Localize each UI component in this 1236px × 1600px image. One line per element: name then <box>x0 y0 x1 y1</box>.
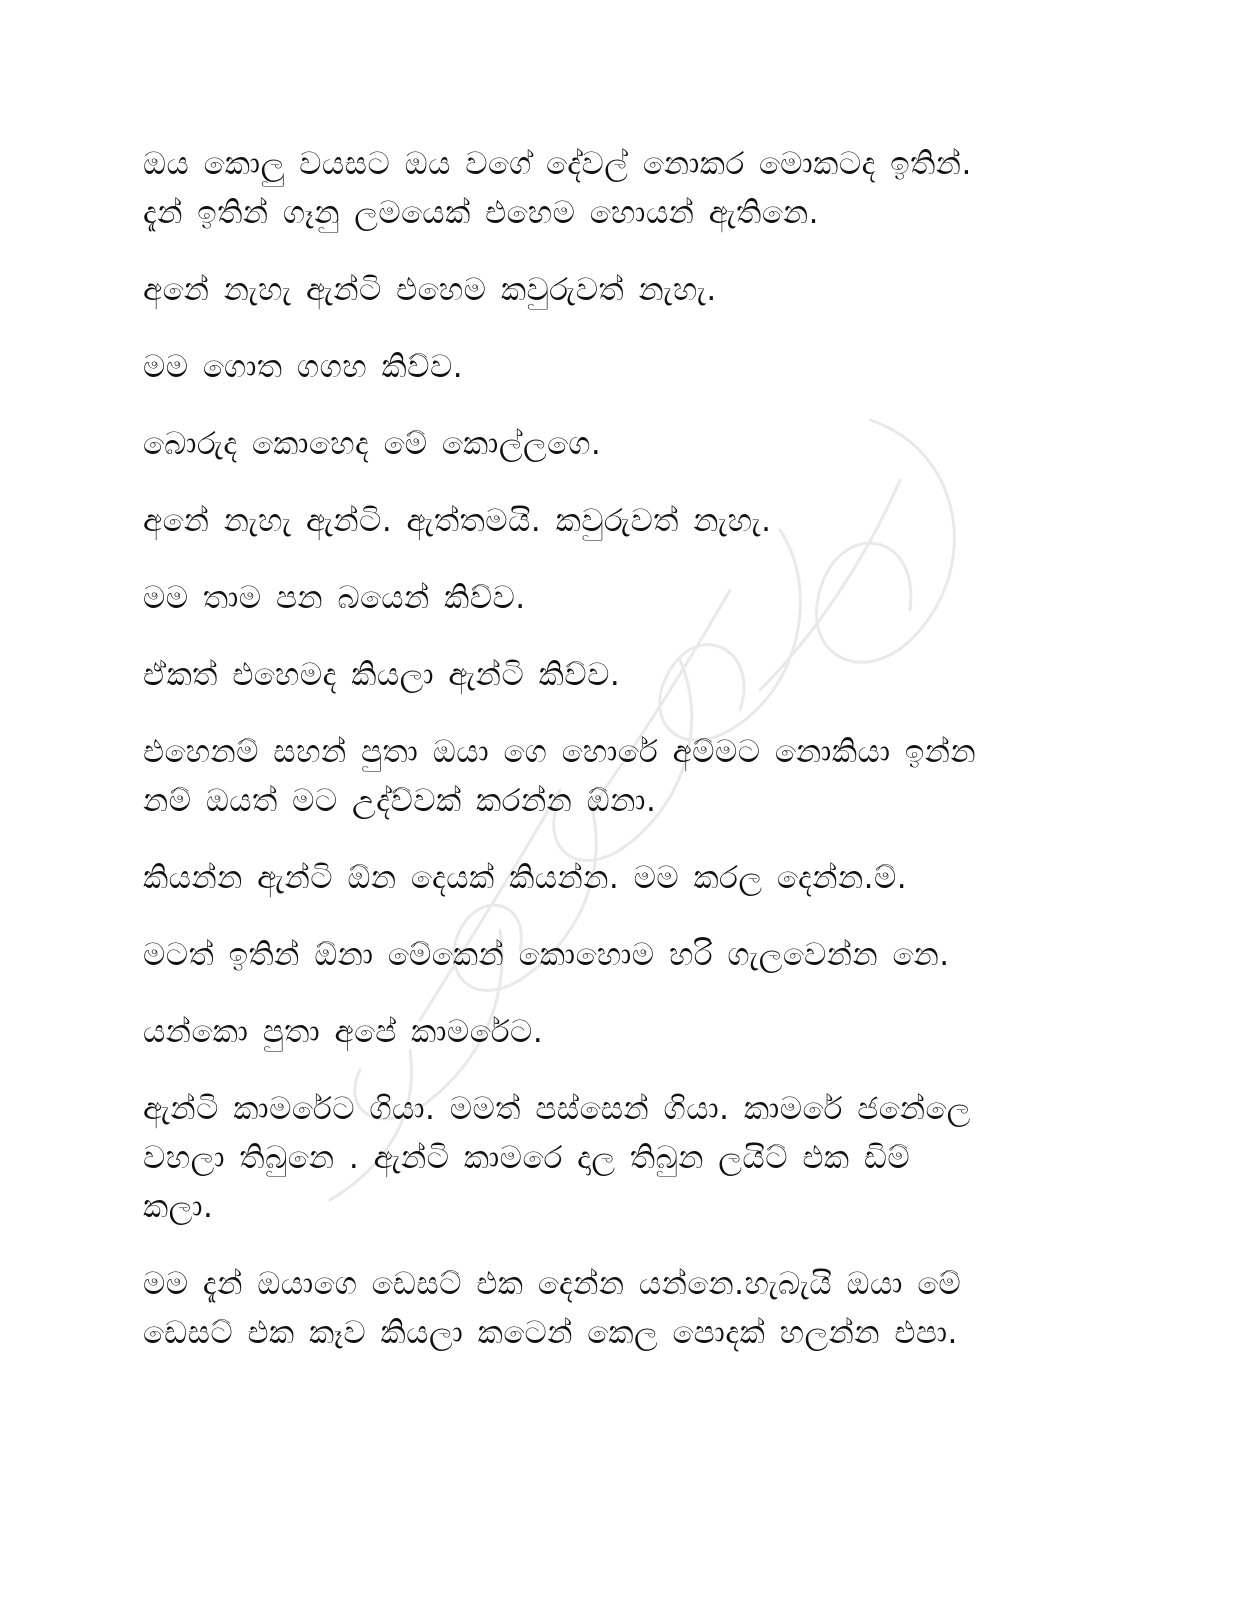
text-line: මම තාම පන බයෙන් කිව්ව. <box>143 580 526 616</box>
paragraph <box>143 1260 1073 1358</box>
text-line: යන්කො පුතා අපේ කාමරේට. <box>143 1014 544 1050</box>
text-line: එහෙනම් සහන් පුතා ඔයා ගෙ හොරේ අම්මට නොකියා ඉන්න <box>143 734 977 770</box>
paragraph <box>143 343 1073 392</box>
body-text <box>143 140 1073 1386</box>
paragraph <box>143 497 1073 546</box>
paragraph <box>143 140 1073 238</box>
text-line: දැන් ඉතින් ගෑනු ලමයෙක් එහෙම හොයන් ඇතිනෙ. <box>143 195 819 231</box>
paragraph <box>143 1008 1073 1057</box>
text-line: ඩෙසට් එක කෑව කියලා කටෙන් කෙල පොදක් හලන්න එපා. <box>143 1315 958 1351</box>
text-line: මම දැන් ඔයාගෙ ඩෙසට් එක දෙන්න යන්නෙ.හැබැයි ඔයා මේ <box>143 1266 962 1302</box>
text-line: ඇන්ටි කාමරේට ගියා. මමත් පස්සෙන් ගියා. කාමරේ ජනේලෙ <box>143 1091 971 1127</box>
paragraph <box>143 420 1073 469</box>
text-line: නම් ඔයත් මට උද්ව්වක් කරන්න ඕනා. <box>143 783 657 819</box>
text-line: මටත් ඉතින් ඕනා මේකෙන් කොහොම හරි ගැලවෙන්න නෙ. <box>143 937 950 973</box>
text-line: ඒකත් එහෙමද කියලා ඇන්ටි කිව්ව. <box>143 657 621 693</box>
text-line: මම ගොත ගගහ කිව්ව. <box>143 349 464 385</box>
text-line: අනේ නැහැ ඇන්ටි එහෙම කවුරුවත් නැහැ. <box>143 272 717 308</box>
paragraph <box>143 854 1073 903</box>
text-line: බොරුද කොහෙද මේ කොල්ලගෙ. <box>143 426 602 462</box>
paragraph <box>143 931 1073 980</box>
paragraph <box>143 728 1073 826</box>
text-line: වහලා තිබුනෙ . ඇන්ටි කාමරෙ දාල තිබුන ලයිට් එක ඩිම් <box>143 1140 911 1176</box>
paragraph <box>143 651 1073 700</box>
paragraph <box>143 1085 1073 1232</box>
text-line: කලා. <box>143 1189 214 1225</box>
paragraph <box>143 266 1073 315</box>
text-line: අනේ නැහැ ඇන්ටි. ඇත්තමයි. කවුරුවත් නැහැ. <box>143 503 772 539</box>
text-line: ඔය කොලු වයසට ඔය වගේ දේවල් නොකර මොකටද ඉතින්. <box>143 146 972 182</box>
text-line: කියන්න ඇන්ටි ඕන දෙයක් කියන්න. මම කරල දෙන්න.ම්. <box>143 860 908 896</box>
paragraph <box>143 574 1073 623</box>
